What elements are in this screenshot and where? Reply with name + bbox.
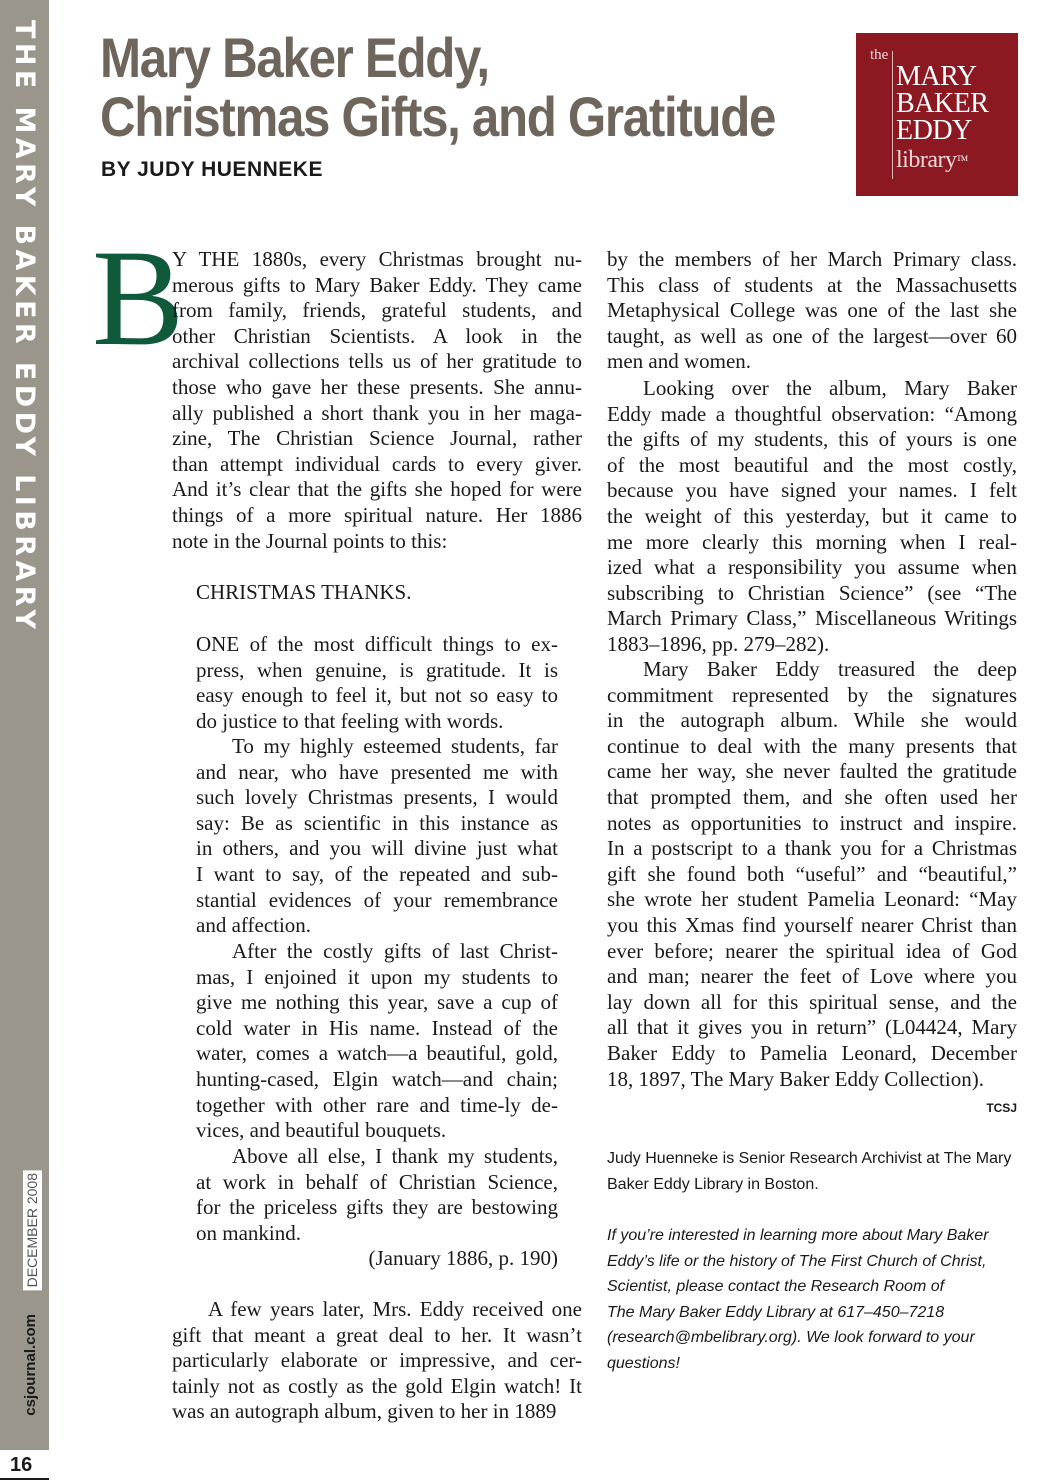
text-line: together with other rare and time-ly de- <box>196 1092 558 1117</box>
text-line: After the costly gifts of last Christ- <box>232 939 558 963</box>
contact-line: Scientist, please contact the Research Room of <box>607 1278 945 1295</box>
text-line: A few years later, Mrs. Eddy received one <box>208 1297 582 1321</box>
author-bio <box>607 1146 1017 1197</box>
text-line: and man; nearer the feet of Love where you <box>607 964 1017 989</box>
text-line: because you have signed your names. I felt <box>607 478 1017 503</box>
sidebar <box>0 0 49 1450</box>
text-line: particularly elaborate or impressive, and cer- <box>172 1348 582 1373</box>
text-line: ally published a short thank you in her maga- <box>172 400 582 425</box>
contact-line: Eddy’s life or the history of The First Church of Christ, <box>607 1252 987 1270</box>
text-line: March Primary Class,” Miscellaneous Writings <box>607 606 1017 631</box>
logo-line-4 <box>896 145 967 174</box>
text-line: tainly not as costly as the gold Elgin watch! It <box>172 1373 582 1398</box>
text-line: in the autograph album. While she would <box>607 708 1017 733</box>
quote-paragraph-2 <box>196 734 558 939</box>
end-mark: TCSJ <box>986 1101 1017 1115</box>
text-line: by the members of her March Primary class. <box>607 247 1017 271</box>
text-line: and near, who have presented me with <box>196 759 558 784</box>
text-line: water, comes a watch—a beautiful, gold, <box>196 1041 558 1066</box>
author-bio-line-2: Baker Eddy Library in Boston. <box>607 1175 819 1193</box>
text-line: Y THE 1880s, every Christmas brought nu- <box>172 247 582 271</box>
logo-library-word: library <box>896 147 957 173</box>
text-line: gift that meant a great deal to her. It wasn’t <box>172 1322 582 1347</box>
text-line: This class of students at the Massachusetts <box>607 272 1017 297</box>
text-line: do justice to that feeling with words. <box>196 708 504 733</box>
text-line: for the priceless gifts they are bestowing <box>196 1195 558 1220</box>
headline-line-2: Christmas Gifts, and Gratitude <box>100 85 776 148</box>
left-column-outro <box>172 1297 582 1425</box>
text-line: press, when genuine, is gratitude. It is <box>196 657 558 682</box>
text-line: merous gifts to Mary Baker Eddy. They came <box>172 272 582 297</box>
text-line: Mary Baker Eddy treasured the deep <box>643 657 1017 681</box>
left-column-intro <box>172 247 582 554</box>
text-line: Baker Eddy to Pamelia Leonard, December <box>607 1040 1017 1065</box>
contact-line: If you’re interested in learning more about Mary Baker <box>607 1227 989 1244</box>
drop-cap: B <box>92 221 185 374</box>
contact-line: questions! <box>607 1354 680 1372</box>
text-line: things of a more spiritual nature. Her 1886 <box>172 502 582 527</box>
headline <box>100 28 820 146</box>
right-column-paragraph-3 <box>607 657 1017 1092</box>
text-line: the gifts of my students, this of yours is one <box>607 427 1017 452</box>
text-line: in others, and you will divine just what <box>196 836 558 861</box>
text-line: Metaphysical College was one of the last she <box>607 298 1017 323</box>
right-column-paragraph-1 <box>607 247 1017 375</box>
logo-rule <box>892 51 893 179</box>
logo-trademark: TM <box>956 154 968 163</box>
issue-date: DECEMBER 2008 <box>23 1170 42 1290</box>
text-line: that prompted them, and she often used her <box>607 784 1017 809</box>
text-line: say: Be as scientific in this instance as <box>196 810 558 835</box>
text-line: In a postscript to a thank you for a Christmas <box>607 836 1017 861</box>
text-line: lay down all for this spiritual sense, and the <box>607 989 1017 1014</box>
text-line: taught, as well as one of the largest—over 60 <box>607 323 1017 348</box>
text-line: Above all else, I thank my students, <box>232 1144 558 1168</box>
text-line: easy enough to feel it, but not so easy to <box>196 683 558 708</box>
headline-line-1: Mary Baker Eddy, <box>100 26 489 89</box>
text-line: commitment represented by the signatures <box>607 682 1017 707</box>
text-line: notes as opportunities to instruct and inspire. <box>607 810 1017 835</box>
text-line: ONE of the most difficult things to ex- <box>196 632 558 656</box>
text-line: men and women. <box>607 349 752 374</box>
text-line: hunting-cased, Elgin watch—and chain; <box>196 1066 558 1091</box>
page-number-rule <box>0 1478 49 1480</box>
text-line: all that it gives you in return” (L04424, Mary <box>607 1015 1017 1040</box>
text-line: cold water in His name. Instead of the <box>196 1015 558 1040</box>
page-number: 16 <box>10 1454 33 1476</box>
byline: BY JUDY HUENNEKE <box>101 158 323 181</box>
text-line: And it’s clear that the gifts she hoped for were <box>172 477 582 502</box>
logo-line-2: BAKER <box>896 88 989 119</box>
site-link[interactable]: csjournal.com <box>22 1314 39 1416</box>
text-line: was an autograph album, given to her in 1889 <box>172 1399 557 1424</box>
text-line: To my highly esteemed students, far <box>232 734 558 758</box>
quote-paragraph-4 <box>196 1144 558 1246</box>
text-line: ever before; nearer the spiritual idea of God <box>607 938 1017 963</box>
logo-line-1: MARY <box>896 61 977 92</box>
right-column-paragraph-2 <box>607 376 1017 658</box>
text-line: subscribing to Christian Science” (see “The <box>607 580 1017 605</box>
text-line: ized what a responsibility you assume when <box>607 555 1017 580</box>
text-line: zine, The Christian Science Journal, rather <box>172 426 582 451</box>
text-line: came her way, she never faulted the gratitude <box>607 759 1017 784</box>
text-line: vices, and beautiful bouquets. <box>196 1118 447 1143</box>
text-line: than attempt individual cards to every giver. <box>172 451 582 476</box>
text-line: stantial evidences of your remembrance <box>196 887 558 912</box>
text-line: continue to deal with the many presents that <box>607 733 1017 758</box>
text-line: note in the Journal points to this: <box>172 528 448 553</box>
contact-note <box>607 1223 1017 1376</box>
text-line: Eddy made a thoughtful observation: “Among <box>607 401 1017 426</box>
text-line: such lovely Christmas presents, I would <box>196 785 558 810</box>
text-line: archival collections tells us of her gratitude to <box>172 349 582 374</box>
sidebar-title <box>0 20 49 634</box>
text-line: 18, 1897, The Mary Baker Eddy Collection). <box>607 1066 984 1091</box>
text-line: me more clearly this morning when I real- <box>607 529 1017 554</box>
text-line: and affection. <box>196 913 312 938</box>
contact-line: The Mary Baker Eddy Library at 617–450–7218 <box>607 1303 945 1321</box>
text-line: from family, friends, grateful students, and <box>172 298 582 323</box>
library-logo <box>856 33 1018 196</box>
text-line: mas, I enjoined it upon my students to <box>196 964 558 989</box>
logo-the: the <box>870 47 889 63</box>
text-line: I want to say, of the repeated and sub- <box>196 861 558 886</box>
text-line: of the most beautiful and the most costly, <box>607 452 1017 477</box>
quote-paragraph-1 <box>196 632 558 734</box>
text-line: other Christian Scientists. A look in the <box>172 323 582 348</box>
text-line: give me nothing this year, save a cup of <box>196 990 558 1015</box>
quote-heading: CHRISTMAS THANKS. <box>196 580 412 604</box>
quote-paragraph-3 <box>196 939 558 1144</box>
author-bio-line-1: Judy Huenneke is Senior Research Archivist at The Mary <box>607 1150 1012 1167</box>
text-line: on mankind. <box>196 1220 301 1245</box>
text-line: at work in behalf of Christian Science, <box>196 1169 558 1194</box>
text-line: you this Xmas find yourself nearer Christ than <box>607 912 1017 937</box>
text-line: 1883–1896, pp. 279–282). <box>607 631 830 656</box>
text-line: Looking over the album, Mary Baker <box>643 376 1017 400</box>
contact-line: (research@mbelibrary.org). We look forward to your <box>607 1329 975 1346</box>
sidebar-title-text: THE MARY BAKER EDDY LIBRARY <box>9 20 40 634</box>
text-line: the weight of this yesterday, but it came to <box>607 503 1017 528</box>
text-line: gift she found both “useful” and “beautiful,” <box>607 861 1017 886</box>
quote-citation: (January 1886, p. 190) <box>368 1246 558 1270</box>
text-line: she wrote her student Pamelia Leonard: “May <box>607 887 1017 912</box>
text-line: those who gave her these presents. She annu- <box>172 374 582 399</box>
logo-line-3: EDDY <box>896 115 972 146</box>
